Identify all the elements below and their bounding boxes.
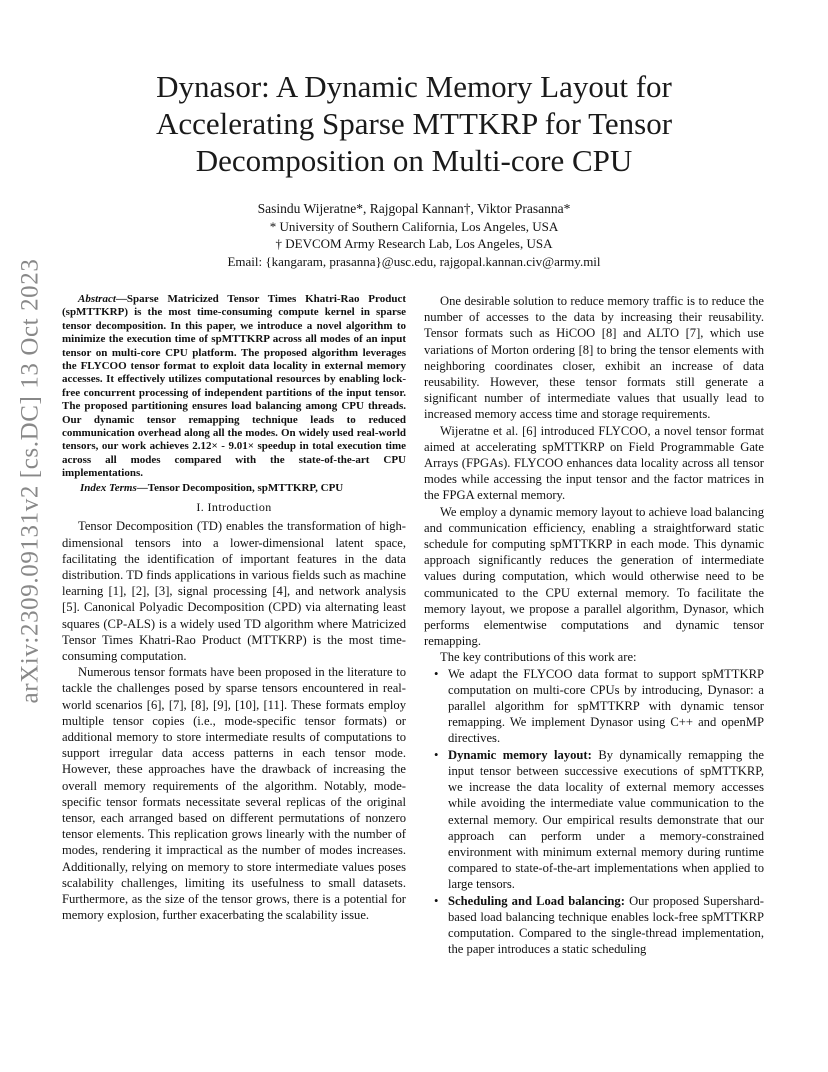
title-line-2: Accelerating Sparse MTTKRP for Tensor [155, 106, 673, 141]
intro-paragraph-2: Numerous tensor formats have been proposed in the literature to tackle the challenges posed by sparse tensors encountered in real-world scenarios [6], [7], [8], [9], [10], [11]. These formats employ multiple tensor copies (i.e., mode-specific tensor formats) or additional memory to store intermediate results of computations to support irregular data access patterns in each tensor mode. However, these approaches have the drawback of increasing the overall memory requirements of the algorithm. Notably, mode-specific tensor formats necessitate several replicas of the original tensor, each arranged based on different permutations of nonzero tensor elements. This replication grows linearly with the number of modes, rendering it impractical as the number of modes increases. Additionally, relying on memory to store intermediate values poses scalability challenges, limiting its usefulness to small datasets. Furthermore, as the size of the tensor grows, there is a potential for memory explosion, further exacerbating the scalability issue. [62, 665, 406, 923]
affiliation-usc: * University of Southern California, Los Angeles, USA [269, 219, 559, 234]
arxiv-identifier: arXiv:2309.09131v2 [cs.DC] 13 Oct 2023 [16, 258, 43, 704]
contributions-list [424, 666, 764, 958]
list-item [434, 666, 764, 747]
arxiv-sidebar-stamp [10, 258, 50, 704]
index-terms-text: —Tensor Decomposition, spMTTKRP, CPU [136, 481, 344, 494]
affiliation-devcom: † DEVCOM Army Research Lab, Los Angeles, USA [275, 236, 553, 251]
right-paragraph-1: One desirable solution to reduce memory traffic is to reduce the number of accesses to the data by increasing their reusability. Tensor formats such as HiCOO [8] and ALTO [7], which use variations of Morton ordering [8] to bring the tensor elements with neighboring coordinates closer, exhibit an increase of data reusability. However, these tensor formats still generate a significant number of intermediate values that usually lead to increased memory access time and storage requirements. [424, 294, 764, 422]
right-paragraph-2: Wijeratne et al. [6] introduced FLYCOO, a novel tensor format aimed at accelerating spMTTKRP on Field Programmable Gate Arrays (FPGAs). FLYCOO enhances data locality across all tensor modes while accessing the input tensor and the factor matrices in the FPGA external memory. [424, 423, 764, 503]
title-line-1: Dynasor: A Dynamic Memory Layout for [156, 69, 672, 104]
bullet-3-heading: Scheduling and Load balancing: [448, 893, 625, 908]
bullet-icon: • [434, 747, 439, 762]
title-line-3: Decomposition on Multi-core CPU [195, 143, 633, 178]
author-list: Sasindu Wijeratne*, Rajgopal Kannan†, Viktor Prasanna* [257, 201, 571, 216]
index-terms [62, 482, 406, 495]
right-paragraph-3: We employ a dynamic memory layout to achieve load balancing and communication efficiency, enabling a straightforward static schedule for computing spMTTKRP in each mode. This dynamic approach significantly reduces the generation of intermediate values during computation, which would otherwise need to be communicated to the CPU external memory. To facilitate the memory layout, we propose a parallel algorithm, Dynasor, which performs elementwise computations and dynamic tensor remapping. [424, 504, 764, 649]
index-terms-label: Index Terms [80, 481, 137, 494]
paper-title [60, 68, 768, 179]
bullet-icon: • [434, 893, 439, 908]
intro-paragraph-1: Tensor Decomposition (TD) enables the transformation of high-dimensional tensors into a lower-dimensional latent space, facilitating the identification of important features in the data distribution. TD finds applications in various fields such as machine learning [1], [2], [3], signal processing [4], and network analysis [5]. Canonical Polyadic Decomposition (CPD) via alternating least squares (CP-ALS) is a widely used TD algorithm where Matricized Tensor Times Khatri-Rao Product (MTTKRP) is the most time-consuming computation. [62, 519, 406, 663]
bullet-icon: • [434, 666, 439, 681]
bullet-2-text: By dynamically remapping the input tensor between successive executions of spMTTKRP, we increase the data locality of external memory accesses while avoiding the intermediate value communication to the external memory. Our empirical results demonstrate that our approach can perform under a memory-constrained environment with minimum external memory during runtime compared to state-of-the-art implementations when applied to large tensors. [448, 747, 764, 892]
abstract-text: —Sparse Matricized Tensor Times Khatri-Rao Product (spMTTKRP) is the most time-consuming compute kernel in sparse tensor decomposition. In this paper, we introduce a novel algorithm to minimize the execution time of spMTTKRP across all modes of an input tensor on multi-core CPU platform. The proposed algorithm leverages the FLYCOO tensor format to exploit data locality in external memory accesses. It effectively utilizes computational resources by enabling lock-free concurrent processing of independent partitions of the input tensor. The proposed partitioning ensures load balancing among CPU threads. Our dynamic tensor remapping technique leads to reduced communication overhead along all the modes. On widely used real-world tensors, our work achieves 2.12× - 9.01× speedup in total execution time across all modes compared with the state-of-the-art CPU implementations. [62, 293, 406, 480]
contributions-intro: The key contributions of this work are: [440, 650, 637, 665]
section-heading: I. Introduction [196, 500, 272, 515]
abstract [62, 293, 406, 481]
abstract-label: Abstract [78, 293, 116, 305]
bullet-2-heading: Dynamic memory layout: [448, 747, 592, 762]
list-item [434, 747, 764, 893]
list-item [434, 893, 764, 958]
right-column [424, 293, 764, 957]
bullet-1-text: We adapt the FLYCOO data format to support spMTTKRP computation on multi-core CPUs by introducing, Dynasor: a parallel algorithm for spMTTKRP with dynamic tensor remapping. We implement Dynasor using C++ and openMP directives. [448, 666, 764, 746]
bullet-3-text: Our proposed Supershard-based load balancing technique enables lock-free spMTTKRP computation. Compared to the single-thread implementation, the paper introduces a static scheduling [448, 893, 764, 957]
author-email: Email: {kangaram, prasanna}@usc.edu, rajgopal.kannan.civ@army.mil [227, 254, 601, 269]
left-column [62, 293, 406, 923]
